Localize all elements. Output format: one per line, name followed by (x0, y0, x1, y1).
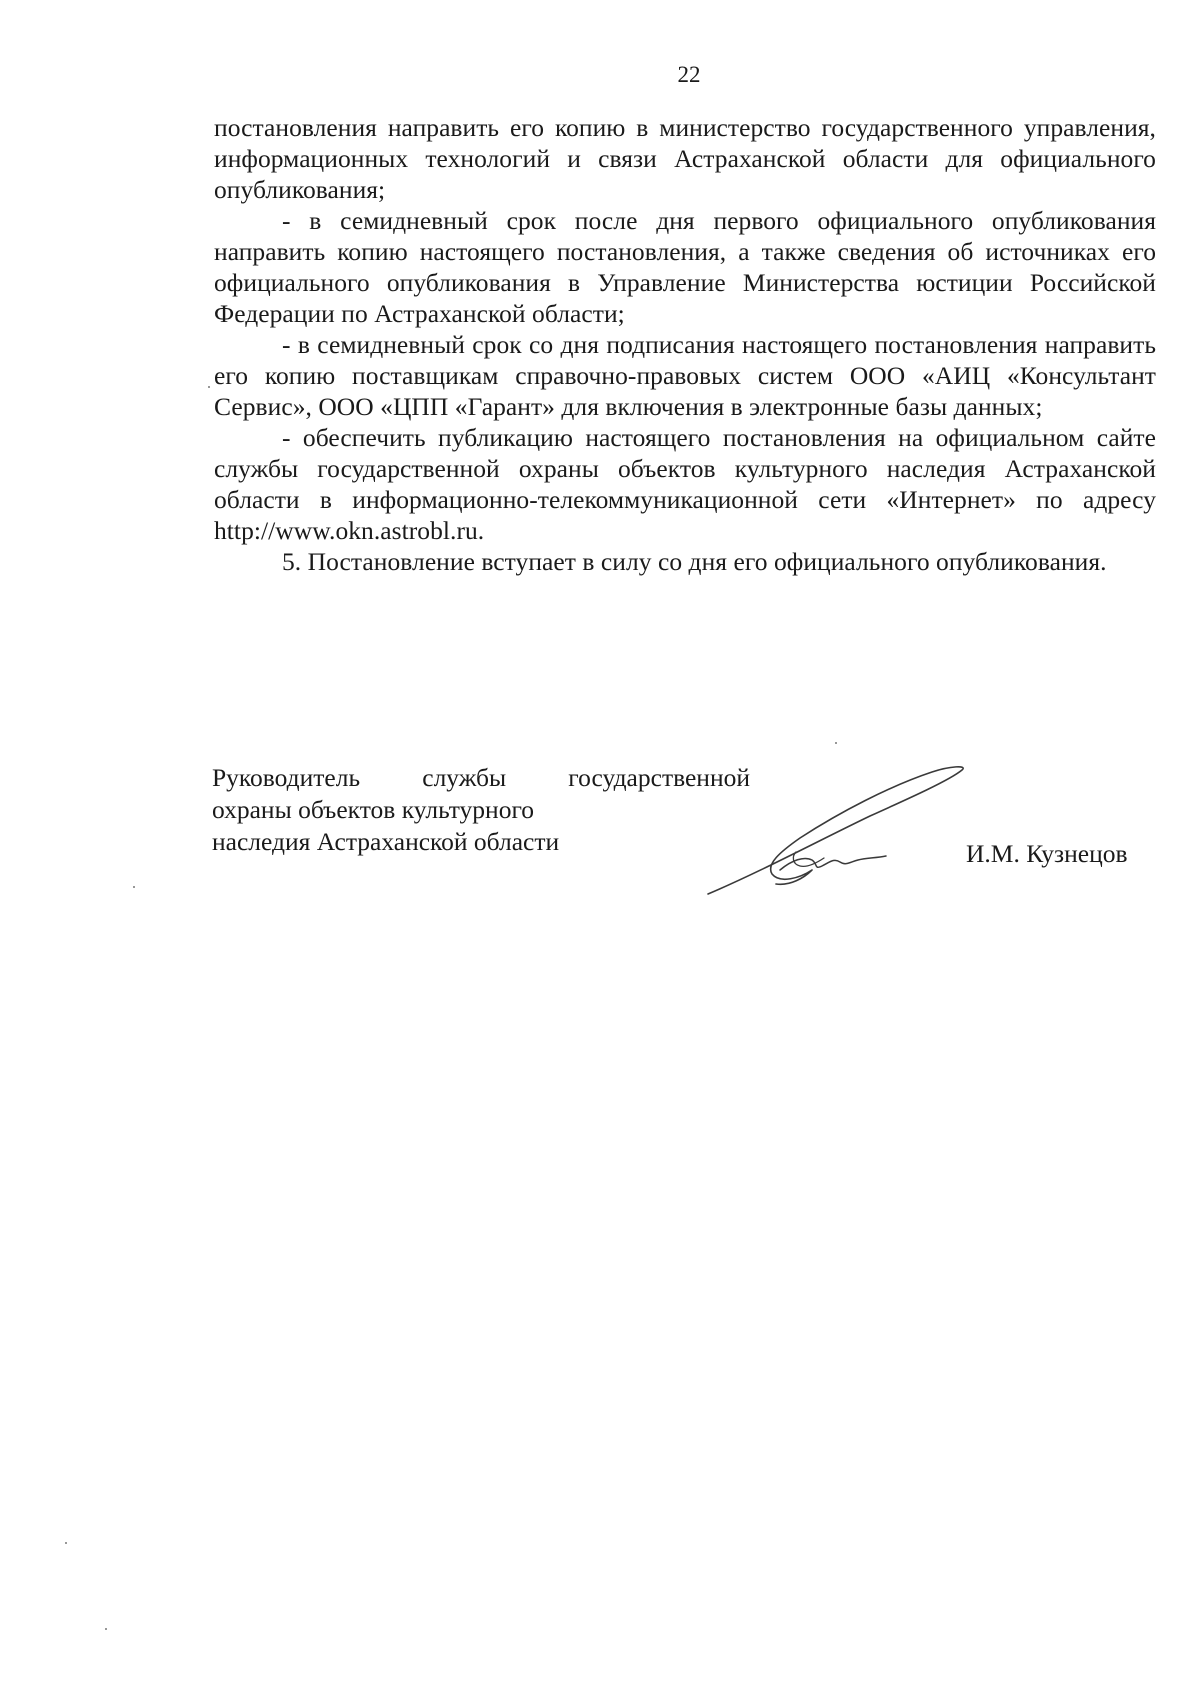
signatory-title (212, 762, 750, 858)
scan-speck (105, 1628, 107, 1630)
scan-speck (835, 742, 837, 744)
document-body (214, 112, 1156, 577)
signatory-title-line-1 (212, 762, 750, 794)
paragraph-continuation: постановления направить его копию в министерство государственного управления, информационных технологий и связи Астраханской области для официального опубликования; (214, 113, 1156, 204)
page-number: 22 (677, 62, 701, 87)
paragraph-effective-date: 5. Постановление вступает в силу со дня его официального опубликования. (282, 547, 1107, 576)
signatory-title-word: государственной (568, 763, 750, 792)
paragraph-publication-registration: - в семидневный срок после дня первого официального опубликования направить копию настоящего постановления, а также сведения об источниках его официального опубликования в Управление Министерства юстиции Российской Федерации по Астраханской области; (214, 206, 1156, 328)
scan-speck (133, 886, 135, 888)
signatory-title-line-2: охраны объектов культурного (212, 795, 535, 824)
signer-name: И.М. Кузнецов (966, 839, 1128, 868)
paragraph-website-publication: - обеспечить публикацию настоящего постановления на официальном сайте службы государственной охраны объектов культурного наследия Астраханской области в информационно-телекоммуникационной сети «Интернет» по адресу http://www.okn.astrobl.ru. (214, 423, 1156, 545)
handwritten-signature (700, 760, 970, 900)
signatory-title-line-3: наследия Астраханской области (212, 827, 560, 856)
paragraph-legal-systems: - в семидневный срок со дня подписания настоящего постановления направить его копию поставщикам справочно-правовых систем ООО «АИЦ «Консультант Сервис», ООО «ЦПП «Гарант» для включения в электронные базы данных; (214, 330, 1156, 421)
signatory-title-word: службы (422, 763, 507, 792)
signatory-title-word: Руководитель (212, 763, 361, 792)
scan-speck (65, 1542, 67, 1544)
scan-speck (208, 386, 210, 388)
